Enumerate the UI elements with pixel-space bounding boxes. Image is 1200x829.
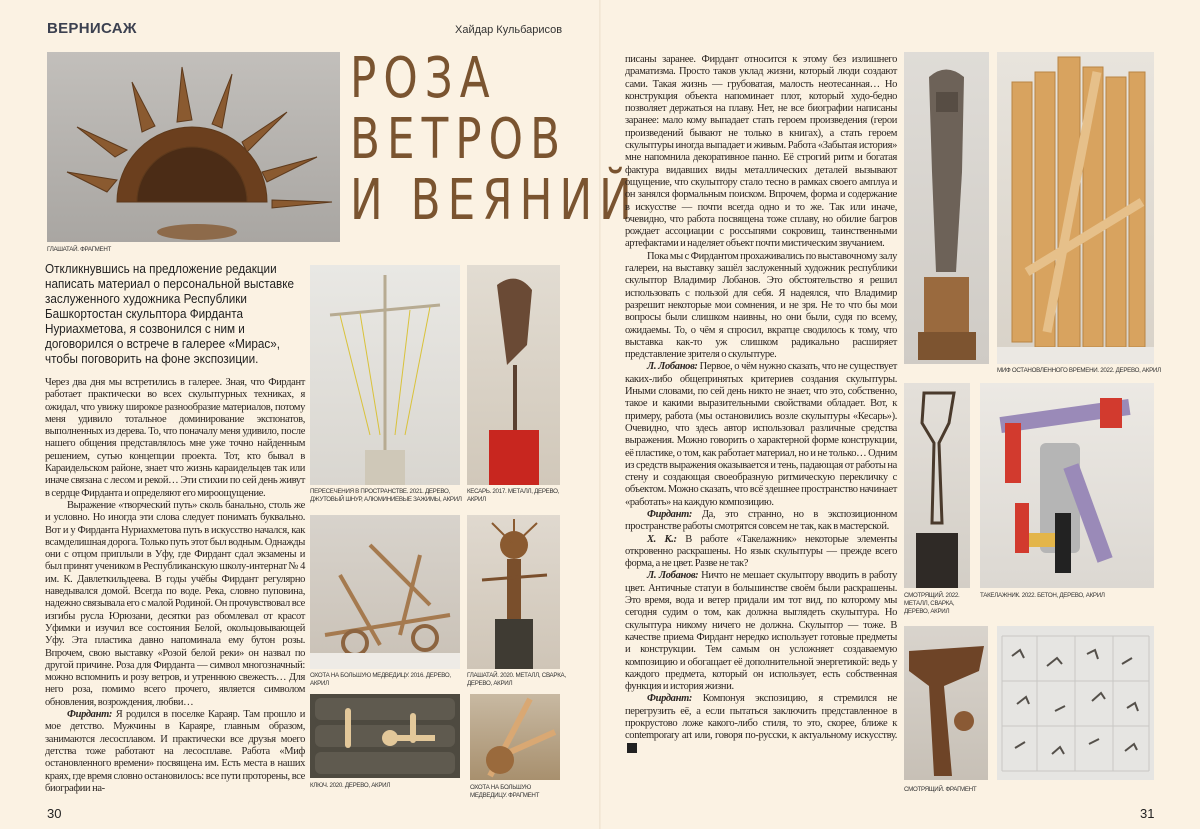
page-number-left: 30	[47, 806, 62, 821]
photo-mif	[997, 52, 1154, 364]
paragraph	[625, 509, 897, 534]
speech: Ничто не мешает скульптору вводить в работу цвет. Античные статуи в большинстве своём были раскрашены. Это время, вода и ветер придали им тот вид, по которому мы сегодня судим о том, как должна выглядеть скульптура. Но скульптура никому ничего не должна. Скульптор — тоже. В качестве приема Фирдант нередко использует готовые предметы и конструкции. Тем самым он усложняет создаваемую композицию и обогащает её дополнительной энергетикой: ведь у каждого предмета, который он использует, есть собственная функция и история жизни.	[625, 570, 897, 693]
photo-glashatai	[467, 515, 560, 669]
photo-glashatai-fragment	[47, 52, 340, 242]
paragraph: Пока мы с Фирдантом прохаживались по выставочному залу галереи, на выставку зашёл заслуженный художник республики скульптор Владимир Лобанов. Это обстоятельство я решил использовать с пользой для себя. Я надеялся, что Владимир разрешит некоторые мои сомнения, и не зря. Не то что бы мои вопросы были слишком наивны, но они были, судя по всему, ожидаемы. То, о чём я спросил, вкратце сводилось к тому, что выставка как-то уж слишком радикально расширяет представление зрителя о скульптуре.	[625, 250, 897, 361]
caption-smotryashchiy: СМОТРЯЩИЙ. 2022. МЕТАЛЛ, СВАРКА, ДЕРЕВО, АКРИЛ	[904, 592, 960, 615]
paragraph	[625, 361, 897, 509]
rubric-label: ВЕРНИСАЖ	[47, 20, 137, 37]
caption-glashatai-fragment: ГЛАШАТАЙ. ФРАГМЕНТ	[47, 246, 111, 253]
body-column-2	[625, 54, 897, 756]
speaker: Л. Лобанов:	[647, 570, 699, 582]
speech: Да, это странно, но в экспозиционном пространстве работы смотрятся совсем не так, как в мастерской.	[625, 508, 897, 533]
speaker: Фирдант:	[67, 709, 113, 721]
caption-mif: МИФ ОСТАНОВЛЕННОГО ВРЕМЕНИ. 2022. ДЕРЕВО, АКРИЛ	[997, 367, 1161, 374]
speaker: Х. К.:	[647, 533, 677, 545]
paragraph: Через два дня мы встретились в галерее. Зная, что Фирдант работает практически во всех скульптурных техниках, я ожидал, что увижу широкое разнообразие материалов, потому меня удивило тотальное доминирование экспонатов, выполненных из дерева. То, что поначалу меня удивило, после нашего общения представлялось мне уже точно найденным решением, сутью концепции проекта. Тот, кто бывал в Караидельском районе, знает что жизнь караидельцев так или иначе связана с лесом и рекой… Эти стихии по сей день живут в сердце Фирданта и определяют его мироощущение.	[45, 377, 305, 499]
photo-totem	[904, 52, 989, 364]
paragraph	[625, 570, 897, 693]
photo-okhota	[310, 515, 460, 669]
caption-takelazhnik: ТАКЕЛАЖНИК. 2022. БЕТОН, ДЕРЕВО, АКРИЛ	[980, 592, 1105, 599]
photo-klyuch	[310, 694, 460, 778]
photo-peresecheniya	[310, 265, 460, 485]
title-line-1: РОЗА	[350, 46, 497, 111]
caption-kesar: КЕСАРЬ. 2017. МЕТАЛЛ, ДЕРЕВО, АКРИЛ	[467, 488, 560, 503]
caption-okhota: ОХОТА НА БОЛЬШУЮ МЕДВЕДИЦУ. 2016. ДЕРЕВО, АКРИЛ	[310, 672, 451, 687]
caption-klyuch: КЛЮЧ. 2020. ДЕРЕВО, АКРИЛ	[310, 782, 391, 789]
photo-kesar	[467, 265, 560, 485]
title-line-3: И ВЕЯНИЙ	[350, 168, 639, 233]
title-line-2: ВЕТРОВ	[350, 107, 568, 172]
caption-peresecheniya: ПЕРЕСЕЧЕНИЯ В ПРОСТРАНСТВЕ. 2021. ДЕРЕВО, ДЖУТОВЫЙ ШНУР, АЛЮМИНИЕВЫЕ ЗАЖИМЫ, АКРИЛ	[310, 488, 462, 503]
speaker: Фирдант:	[647, 693, 693, 705]
article-title	[350, 48, 639, 231]
paragraph	[625, 534, 897, 571]
lead-paragraph: Откликнувшись на предложение редакции написать материал о персональной выставке заслуженного художника Республики Башкортостан скульптора Фирданта Нуриахметова, я созвонился с ним и договорился о встрече в галерее «Мирас», чтобы поговорить на фоне экспозиции.	[45, 262, 294, 366]
speech: Компонуя экспозицию, я стремился не перегрузить её, а если пытаться заключить представленное в прокрустово ложе какого-либо стиля, то это, скорее, ближе к contemporary art или, говоря по-русски, к актуальному искусству.	[625, 693, 897, 742]
photo-smotryashchiy	[904, 383, 970, 588]
speaker: Фирдант:	[647, 508, 693, 520]
photo-takelazhnik	[980, 383, 1154, 588]
body-column-1	[45, 377, 305, 795]
caption-smotryashchiy-fragment: СМОТРЯЩИЙ. ФРАГМЕНТ	[904, 786, 977, 793]
page-number-right: 31	[1140, 806, 1155, 821]
speaker: Л. Лобанов:	[647, 361, 698, 373]
paragraph: писаны заранее. Фирдант относится к этому без излишнего драматизма. Просто таков уклад жизни, который люди создают сами. Такая жизнь — грубоватая, малость неотесанная… Но конструкция объекта напоминает плот, который худо-бедно позволяет держаться на плаву. Нет, не все биографии написаны заранее: мало кому выпадает стать героем произведения (герои произведений бывают не только в книгах), а стать героем скульптуры иногда выпадает и живым. Работа «Забытая история» мне напомнила декоративное панно. Её строгий ритм и богатая фактура видавших виды металлических деталей вызывают ощущение, что скульптору стало тесно в рамках своего амплуа и он занялся формальным поиском. Впрочем, форма и содержание в искусстве — почти всегда одно и то же. Так или иначе, очевидно, что работа посвящена тоже сплаву, но обилие багров рождает ассоциации с россыпями сокровищ, таинственными артефактами и наделяет объект почти мистическим звучанием.	[625, 54, 897, 250]
paragraph	[625, 693, 897, 755]
photo-zabytaya-istoriya	[997, 626, 1154, 780]
photo-smotryashchiy-fragment	[904, 626, 988, 780]
speech: Первое, о чём нужно сказать, что не существует каких-либо общепринятых критериев создания скульптуры. Иными словами, по сей день никто не знает, что это, собственно, такое и какими выразительными свойствами обладает. Вот, к примеру, работа (мы остановились возле скульптуры «Кесарь»). Очевидно, что здесь автор использовал различные средства выражения. Можно говорить о характерной форме конструкции, её пластике, о том, как работает материал, но и не только… Одним из средств выражения оказывается и тень, падающая от работы на стену и создающая своеобразную ритмическую перекличку с объектом. Можно сказать, что всё здешнее пространство начинает «работать» на каждую композицию.	[625, 361, 897, 508]
speech: Я родился в поселке Караяр. Там прошло и мое детство. Мужчины в Караяре, главным образом, занимаются лесосплавом. И практически все друзья моего детства тоже работают на лесосплаве. Работа «Миф остановленного времени» посвящена им. Есть места в наших краях, где время словно остановилось: все пути проторены, все биографии на-	[45, 709, 305, 794]
end-mark-icon	[627, 743, 637, 753]
caption-glashatai: ГЛАШАТАЙ. 2020. МЕТАЛЛ, СВАРКА, ДЕРЕВО, АКРИЛ	[467, 672, 566, 687]
paragraph	[45, 709, 305, 795]
photo-okhota-fragment	[470, 694, 560, 780]
caption-okhota-fragment: ОХОТА НА БОЛЬШУЮ МЕДВЕДИЦУ. ФРАГМЕНТ	[470, 784, 540, 799]
paragraph: Выражение «творческий путь» сколь банально, столь же и условно. Но иногда эти слова следует понимать буквально. Вот и у Фирданта Нуриахметова путь в искусство начался, как всамделишная дорога. Только путь этот был водным. Однажды они с отцом приплыли в Уфу, где Фирдант сдал экзамены и был принят учеником в Республиканскую школу-интернат № 4 им. К. Давлеткильдеева. В годы учёбы Фирдант регулярно наведывался домой. Всегда по воде. Река, словно пуповина, надежно связывала его с малой Родиной. Он прочувствовал все изгибы русла Юрюзани, десятки раз обомлевал от красот Уфимки и изучил все состояния Белой, окольцовывающей Уфу. Эта пластика давно напоминала ему бутон розы. Впрочем, свою выставку «Розой белой реки» он назвал по другой причине. Роза для Фирданта — символ многозначный: можно вспомнить и розу ветров, и утреннюю свежесть… Для него роза, помимо всего прочего, является символом обновления, возрождения, любви…	[45, 499, 305, 708]
speech: В работе «Такелажник» некоторые элементы откровенно раскрашены. Но язык скульптуры — прежде всего форма, а не цвет. Разве не так?	[625, 533, 898, 570]
author-name: Хайдар Кульбарисов	[455, 24, 563, 36]
